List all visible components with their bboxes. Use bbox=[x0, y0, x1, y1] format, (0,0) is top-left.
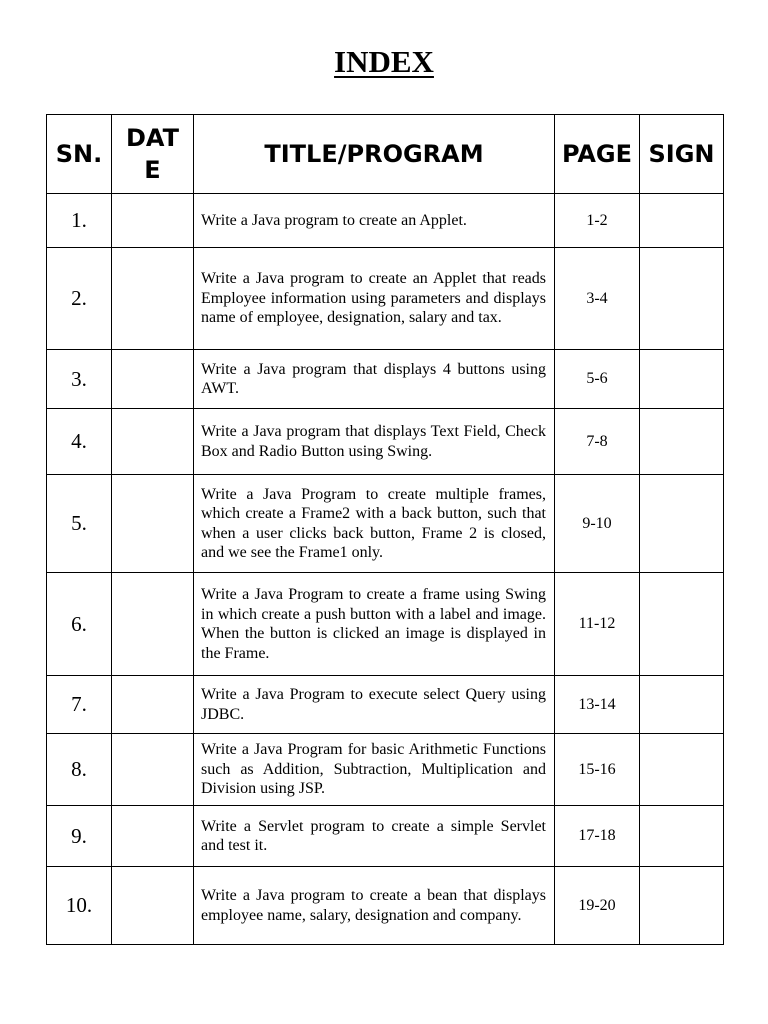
title-text: Write a Java Program for basic Arithmetic Functions such as Addition, Subtraction, Multiplication and Division using JSP. bbox=[201, 741, 546, 798]
cell-date bbox=[112, 806, 194, 867]
cell-sign bbox=[640, 867, 724, 945]
cell-sn: 3. bbox=[47, 350, 112, 409]
cell-page: 19-20 bbox=[555, 867, 640, 945]
table-header-row bbox=[47, 115, 724, 194]
table-row bbox=[47, 475, 724, 573]
table-row bbox=[47, 867, 724, 945]
cell-date bbox=[112, 409, 194, 475]
cell-page: 15-16 bbox=[555, 734, 640, 806]
header-page: PAGE bbox=[555, 115, 640, 194]
cell-sign bbox=[640, 676, 724, 734]
cell-sign bbox=[640, 475, 724, 573]
cell-date bbox=[112, 350, 194, 409]
cell-sign bbox=[640, 573, 724, 676]
cell-title bbox=[194, 573, 555, 676]
title-text: Write a Java program to create a bean that displays employee name, salary, designation and company. bbox=[201, 887, 546, 924]
cell-sn: 8. bbox=[47, 734, 112, 806]
cell-page: 17-18 bbox=[555, 806, 640, 867]
table-row bbox=[47, 806, 724, 867]
cell-sign bbox=[640, 350, 724, 409]
cell-date bbox=[112, 867, 194, 945]
table-row bbox=[47, 676, 724, 734]
cell-page: 13-14 bbox=[555, 676, 640, 734]
cell-title bbox=[194, 867, 555, 945]
table-row bbox=[47, 350, 724, 409]
cell-date bbox=[112, 573, 194, 676]
title-text: Write a Java program to create an Applet. bbox=[201, 211, 467, 229]
title-text: Write a Java Program to create a frame using Swing in which create a push button with a label and image. When the button is clicked an image is displayed in the Frame. bbox=[201, 586, 546, 662]
header-sn: SN. bbox=[47, 115, 112, 194]
cell-page: 3-4 bbox=[555, 248, 640, 350]
cell-date bbox=[112, 676, 194, 734]
table-row bbox=[47, 734, 724, 806]
title-text: Write a Servlet program to create a simple Servlet and test it. bbox=[201, 817, 546, 854]
cell-sn: 7. bbox=[47, 676, 112, 734]
page-title: INDEX bbox=[334, 44, 434, 79]
cell-title bbox=[194, 475, 555, 573]
title-text: Write a Java program that displays Text Field, Check Box and Radio Button using Swing. bbox=[201, 423, 546, 460]
cell-sn: 1. bbox=[47, 194, 112, 248]
table-row bbox=[47, 409, 724, 475]
cell-page: 1-2 bbox=[555, 194, 640, 248]
cell-sign bbox=[640, 194, 724, 248]
cell-sign bbox=[640, 248, 724, 350]
header-title: TITLE/PROGRAM bbox=[194, 115, 555, 194]
cell-sn: 2. bbox=[47, 248, 112, 350]
cell-sign bbox=[640, 734, 724, 806]
cell-page: 7-8 bbox=[555, 409, 640, 475]
cell-sn: 5. bbox=[47, 475, 112, 573]
cell-page: 5-6 bbox=[555, 350, 640, 409]
title-text: Write a Java program to create an Applet that reads Employee information using parameters and displays name of employee, designation, salary and tax. bbox=[201, 270, 546, 327]
cell-sn: 9. bbox=[47, 806, 112, 867]
cell-date bbox=[112, 734, 194, 806]
title-text: Write a Java Program to execute select Query using JDBC. bbox=[201, 686, 546, 723]
table-row bbox=[47, 573, 724, 676]
cell-date bbox=[112, 194, 194, 248]
cell-title bbox=[194, 806, 555, 867]
table-row bbox=[47, 194, 724, 248]
header-date: DATE bbox=[112, 115, 194, 194]
index-table bbox=[46, 114, 724, 945]
cell-page: 9-10 bbox=[555, 475, 640, 573]
cell-title bbox=[194, 248, 555, 350]
table-row bbox=[47, 248, 724, 350]
cell-title bbox=[194, 676, 555, 734]
title-text: Write a Java Program to create multiple frames, which create a Frame2 with a back button, such that when a user clicks back button, Frame 2 is closed, and we see the Frame1 only. bbox=[201, 485, 546, 561]
cell-date bbox=[112, 475, 194, 573]
cell-sign bbox=[640, 806, 724, 867]
header-sign: SIGN bbox=[640, 115, 724, 194]
cell-date bbox=[112, 248, 194, 350]
cell-sn: 4. bbox=[47, 409, 112, 475]
cell-title bbox=[194, 194, 555, 248]
cell-sn: 6. bbox=[47, 573, 112, 676]
title-text: Write a Java program that displays 4 buttons using AWT. bbox=[201, 360, 546, 397]
cell-title bbox=[194, 350, 555, 409]
cell-sign bbox=[640, 409, 724, 475]
cell-page: 11-12 bbox=[555, 573, 640, 676]
cell-sn: 10. bbox=[47, 867, 112, 945]
cell-title bbox=[194, 409, 555, 475]
cell-title bbox=[194, 734, 555, 806]
